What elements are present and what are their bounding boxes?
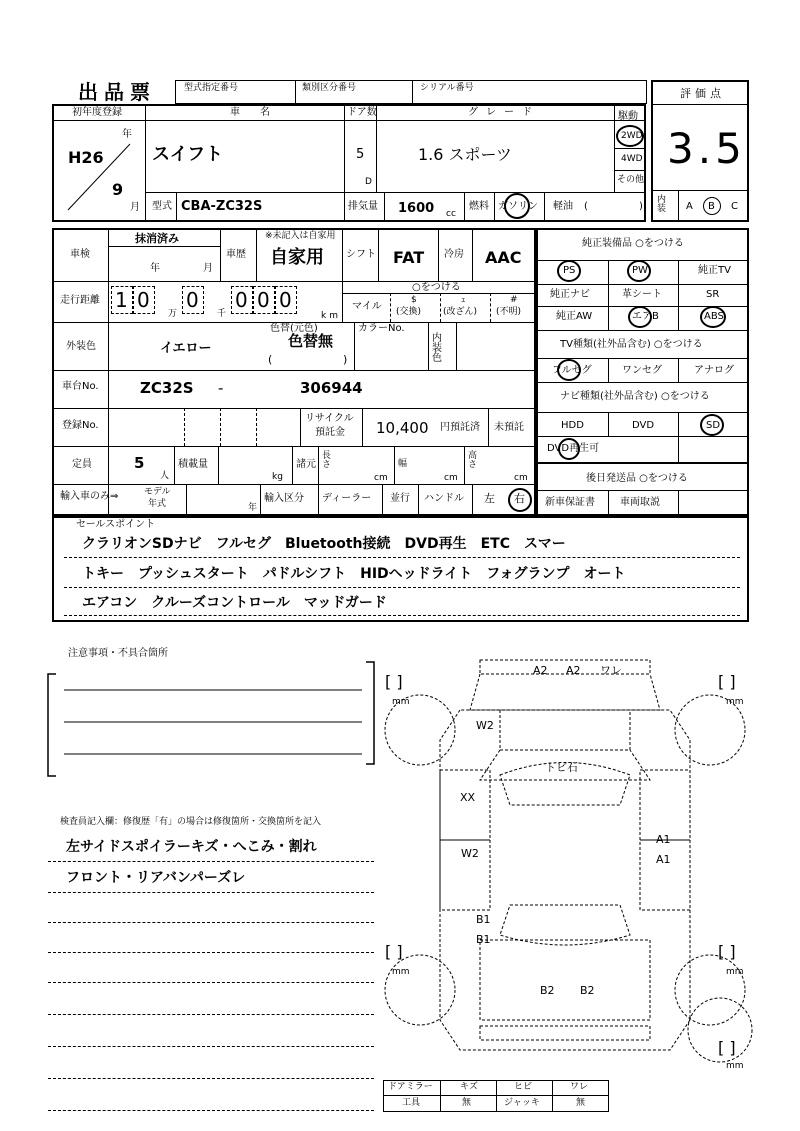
displacement-unit: cc — [446, 209, 456, 219]
interior-a: A — [686, 201, 693, 212]
capacity-value: 5 — [134, 454, 145, 472]
sales-point-line: エアコン クルーズコントロール マッドガード — [82, 595, 387, 611]
mileage-circle-note: ○をつける — [412, 282, 461, 293]
tv-oneseg: ワンセグ — [622, 365, 662, 376]
first-reg-era: H26 — [68, 148, 104, 167]
mileage-digit: 0 — [279, 288, 292, 312]
damage-label: B1 — [476, 933, 491, 946]
mileage-man: 万 — [168, 309, 178, 319]
equip-tv: 純正TV — [698, 265, 731, 276]
dvd-play: DVD再生可 — [547, 443, 600, 454]
mileage-modify-bottom: (改ざん) — [443, 307, 478, 317]
equip-navi: 純正ナビ — [550, 289, 590, 300]
grade-label: グレード — [468, 107, 540, 118]
damage-label: トビ石 — [545, 761, 578, 774]
equip-abs: ABS — [704, 311, 724, 322]
damage-label: W2 — [461, 847, 479, 860]
type-cert-label: 型式指定番号 — [184, 83, 239, 93]
shift-value: FAT — [393, 248, 425, 267]
navi-dvd: DVD — [632, 420, 655, 431]
mileage-unknown-bottom: (不明) — [496, 307, 522, 317]
doors-unit: D — [365, 177, 372, 187]
interior-c: C — [731, 201, 738, 212]
repaint-paren-open: ( — [268, 353, 273, 366]
legend-header: ドアミラー — [388, 1082, 433, 1092]
tread-bracket: [ ] — [718, 942, 736, 961]
exterior-color-value: イエロー — [160, 341, 212, 356]
first-reg-year-unit: 年 — [122, 129, 132, 140]
equipment-title: 純正装備品 ○をつける — [582, 238, 684, 249]
post-manual: 車両取説 — [620, 497, 660, 508]
score-label: 評価点 — [680, 87, 725, 100]
drive-label: 駆動 — [618, 111, 638, 122]
fuel-gasoline-circle — [504, 193, 530, 219]
drive-2wd-circle — [616, 125, 644, 147]
navi-sd-circle — [700, 414, 724, 436]
recycle-label-top: リサイクル — [305, 413, 354, 424]
tread-bracket: [ ] — [718, 672, 736, 691]
drive-2wd: 2WD — [621, 131, 643, 141]
legend-value: 無 — [576, 1098, 586, 1108]
dims-label: 諸元 — [296, 459, 316, 470]
first-reg-slash — [66, 142, 136, 212]
equip-sr: SR — [706, 289, 720, 300]
load-unit: kg — [272, 472, 283, 482]
inspector-note-line: 左サイドスポイラーキズ・へこみ・割れ — [66, 839, 317, 855]
history-label: 車歴 — [226, 249, 246, 260]
tv-fullseg-circle — [557, 359, 581, 381]
displacement-label: 排気量 — [348, 201, 378, 212]
color-no-label: カラーNo. — [358, 323, 405, 334]
fuel-label: 燃料 — [469, 201, 489, 212]
tread-mm: mm — [726, 1061, 744, 1071]
handle-right-circle — [508, 488, 532, 512]
chassis-number: 306944 — [300, 379, 363, 397]
recycle-value: 10,400 — [376, 419, 429, 437]
navi-sd: SD — [706, 420, 721, 431]
fuel-gasoline: ガソリン — [498, 201, 538, 212]
model-label: 型式 — [152, 201, 172, 212]
tread-mm: mm — [392, 697, 410, 707]
import-label: 輸入車のみ⇒ — [60, 491, 119, 502]
damage-label: B2 — [540, 984, 555, 997]
serial-label: シリアル番号 — [420, 83, 474, 93]
inspector-label: 検査員記入欄：修復歴「有」の場合は修復箇所・交換箇所を記入 — [60, 817, 322, 827]
equip-pw-circle — [627, 260, 651, 282]
tv-fullseg: フルセグ — [552, 365, 592, 376]
height-unit: cm — [514, 473, 528, 483]
inspector-note-line: フロント・リアバンパーズレ — [66, 870, 246, 886]
shaken-label: 車検 — [70, 249, 90, 260]
mileage-exchange-bottom: (交換) — [396, 307, 422, 317]
history-value: 自家用 — [270, 247, 324, 268]
recycle-not: 未預託 — [494, 422, 524, 433]
header-id-fields — [175, 80, 647, 104]
equip-aw: 純正AW — [556, 311, 593, 322]
tread-mm: mm — [726, 697, 744, 707]
import-type-label: 輸入区分 — [264, 493, 304, 504]
interior-b-circle — [703, 197, 721, 215]
post-warranty: 新車保証書 — [545, 497, 595, 508]
mileage-modify-top: ｪ — [461, 295, 466, 305]
drive-4wd: 4WD — [621, 154, 643, 164]
damage-label: A1 — [656, 833, 671, 846]
handle-left: 左 — [484, 492, 495, 505]
damage-label: B1 — [476, 913, 491, 926]
sales-point-line: トキー プッシュスタート パドルシフト HIDヘッドライト フォグランプ オート — [82, 566, 626, 582]
mileage-km: km — [321, 311, 341, 321]
form-title: 出品票 — [78, 80, 156, 104]
chassis-dash: - — [218, 379, 224, 397]
repaint-paren-close: ) — [343, 353, 348, 366]
first-reg-month-unit: 月 — [130, 202, 140, 213]
damage-label: ワレ — [600, 664, 622, 677]
fuel-paren-close: ) — [639, 201, 643, 212]
load-label: 積載量 — [178, 459, 208, 470]
grade-value: 1.6 スポーツ — [418, 145, 512, 164]
dvd-play-circle — [558, 438, 580, 460]
damage-label: XX — [460, 791, 476, 804]
tread-bracket: [ ] — [718, 1038, 736, 1057]
capacity-unit: 人 — [160, 471, 170, 481]
registration-label: 登録No. — [62, 420, 99, 431]
car-name-label: 車名 — [230, 107, 290, 118]
width-unit: cm — [444, 473, 458, 483]
doors-value: 5 — [356, 147, 365, 162]
car-damage-diagram — [380, 640, 760, 1080]
aircon-value: AAC — [485, 248, 522, 267]
import-dealer: ディーラー — [322, 493, 372, 504]
chassis-label: 車台No. — [62, 381, 99, 392]
shift-label: シフト — [346, 249, 376, 260]
shaken-value: 抹消済み — [135, 232, 179, 245]
handle-label: ハンドル — [424, 493, 464, 504]
legend-header: キズ — [460, 1082, 478, 1092]
history-note: ※未記入は自家用 — [265, 231, 336, 241]
mileage-exchange-top: $ — [411, 295, 417, 305]
model-year-top: モデル — [144, 487, 171, 497]
damage-label: W2 — [476, 719, 494, 732]
interior-b: B — [708, 201, 715, 212]
equip-abs-circle — [700, 306, 726, 328]
sales-point-line: クラリオンSDナビ フルセグ Bluetooth接続 DVD再生 ETC スマー — [82, 536, 566, 552]
interior-label: 内装 — [657, 195, 667, 214]
score-value: 3.5 — [667, 124, 746, 173]
equip-airbag: エアB — [632, 311, 659, 322]
mileage-sen: 千 — [217, 309, 227, 319]
mileage-digit: 0 — [137, 288, 150, 312]
class-label: 類別区分番号 — [302, 83, 357, 93]
legend-value: 無 — [462, 1098, 472, 1108]
handle-right: 右 — [514, 492, 525, 505]
navi-hdd: HDD — [561, 420, 584, 431]
tv-analog: アナログ — [694, 365, 734, 376]
damage-label: B2 — [580, 984, 595, 997]
legend-header: ヒビ — [514, 1082, 533, 1092]
notes-area — [46, 660, 378, 780]
damage-label: A2 — [566, 664, 581, 677]
mileage-digit: 0 — [235, 288, 248, 312]
tread-mm: mm — [392, 967, 410, 977]
equip-airbag-circle — [628, 306, 652, 328]
mileage-unknown-top: # — [510, 295, 518, 305]
drive-other: その他 — [617, 175, 645, 185]
notes-label: 注意事項・不具合箇所 — [68, 648, 168, 659]
capacity-label: 定員 — [72, 459, 92, 470]
mileage-digit: 0 — [257, 288, 270, 312]
equip-pw: PW — [632, 265, 648, 276]
post-title: 後日発送品 ○をつける — [586, 473, 688, 484]
first-reg-label: 初年度登録 — [72, 107, 122, 118]
damage-label: A2 — [533, 664, 548, 677]
aircon-label: 冷房 — [444, 249, 464, 260]
legend-header: ワレ — [570, 1082, 589, 1092]
displacement-value: 1600 — [398, 201, 435, 216]
doors-label: ドア数 — [347, 107, 377, 118]
tread-mm: mm — [726, 967, 744, 977]
recycle-done: 円預託済 — [440, 422, 480, 433]
import-parallel: 並行 — [390, 493, 410, 504]
model-value: CBA-ZC32S — [181, 199, 263, 214]
mileage-digit: 1 — [115, 288, 128, 312]
mileage-label: 走行距離 — [60, 295, 100, 306]
tread-bracket: [ ] — [385, 672, 403, 691]
shaken-year-unit: 年 — [150, 263, 160, 274]
car-name: スイフト — [152, 144, 224, 165]
model-year-bottom: 年式 — [148, 499, 167, 509]
equip-ps: PS — [563, 265, 576, 276]
first-reg-month: 9 — [112, 180, 124, 199]
repaint-label: 色替(元色) — [270, 323, 318, 334]
legend-value: 工具 — [402, 1098, 421, 1108]
repaint-value: 色替無 — [288, 332, 334, 350]
equip-ps-circle — [557, 260, 581, 282]
length-label: 長さ — [322, 451, 332, 470]
chassis-model: ZC32S — [140, 379, 194, 397]
tread-bracket: [ ] — [385, 942, 403, 961]
width-label: 幅 — [398, 459, 408, 469]
navi-title: ナビ種類(社外品含む) ○をつける — [560, 391, 710, 402]
interior-color-label: 内装色 — [432, 333, 442, 364]
height-label: 高さ — [468, 451, 478, 470]
legend-value: ジャッキ — [504, 1098, 540, 1108]
model-year-unit: 年 — [248, 503, 258, 513]
fuel-light-oil: 軽油 — [553, 201, 573, 212]
equip-leather: 革シート — [622, 289, 662, 300]
recycle-label-bottom: 預託金 — [315, 427, 345, 438]
mileage-digit: 0 — [186, 288, 199, 312]
mileage-mile: マイル — [352, 301, 382, 312]
sales-points-label: セールスポイント — [76, 519, 156, 530]
exterior-color-label: 外装色 — [66, 341, 96, 352]
tv-title: TV種類(社外品含む) ○をつける — [560, 339, 703, 350]
shaken-month-unit: 月 — [203, 263, 213, 274]
damage-label: A1 — [656, 853, 671, 866]
length-unit: cm — [374, 473, 388, 483]
fuel-paren-open: ( — [584, 201, 588, 212]
